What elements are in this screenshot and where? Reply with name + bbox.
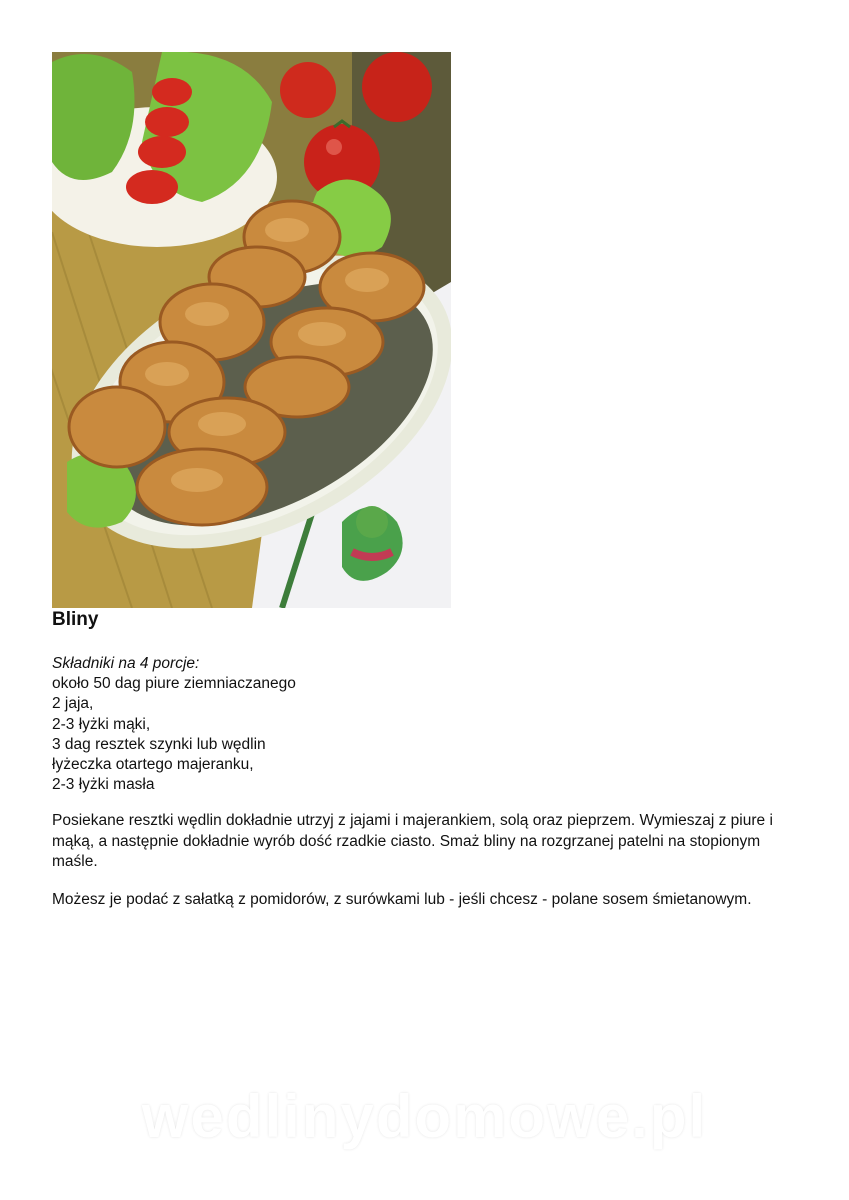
ingredient-item: około 50 dag piure ziemniaczanego [52, 675, 296, 693]
ingredients-block [52, 654, 772, 795]
serving-paragraph: Możesz je podać z sałatką z pomidorów, z surówkami lub - jeśli chcesz - polane sosem śmietanowym. [52, 891, 752, 908]
recipe-photo [52, 52, 451, 608]
watermark: wedlinydomowe.pl [141, 1083, 708, 1150]
ingredient-item: 2 jaja, [52, 695, 94, 713]
recipe-photo-illustration [52, 52, 451, 608]
preparation-paragraph: Posiekane resztki wędlin dokładnie utrzyj z jajami i majerankiem, solą oraz pieprzem. Wymieszaj z piure i mąką, a następnie dokładnie wyrób dość rzadkie ciasto. Smaż bliny na rozgrzanej patelni na stopionym maśle. [52, 812, 773, 870]
recipe-title: Bliny [52, 609, 99, 630]
ingredients-heading: Składniki na 4 porcje: [52, 655, 200, 672]
ingredient-item: 3 dag resztek szynki lub wędlin [52, 735, 266, 753]
ingredient-item: łyżeczka otartego majeranku, [52, 756, 254, 774]
ingredient-item: 2-3 łyżki mąki, [52, 715, 151, 733]
ingredient-item: 2-3 łyżki masła [52, 776, 155, 794]
